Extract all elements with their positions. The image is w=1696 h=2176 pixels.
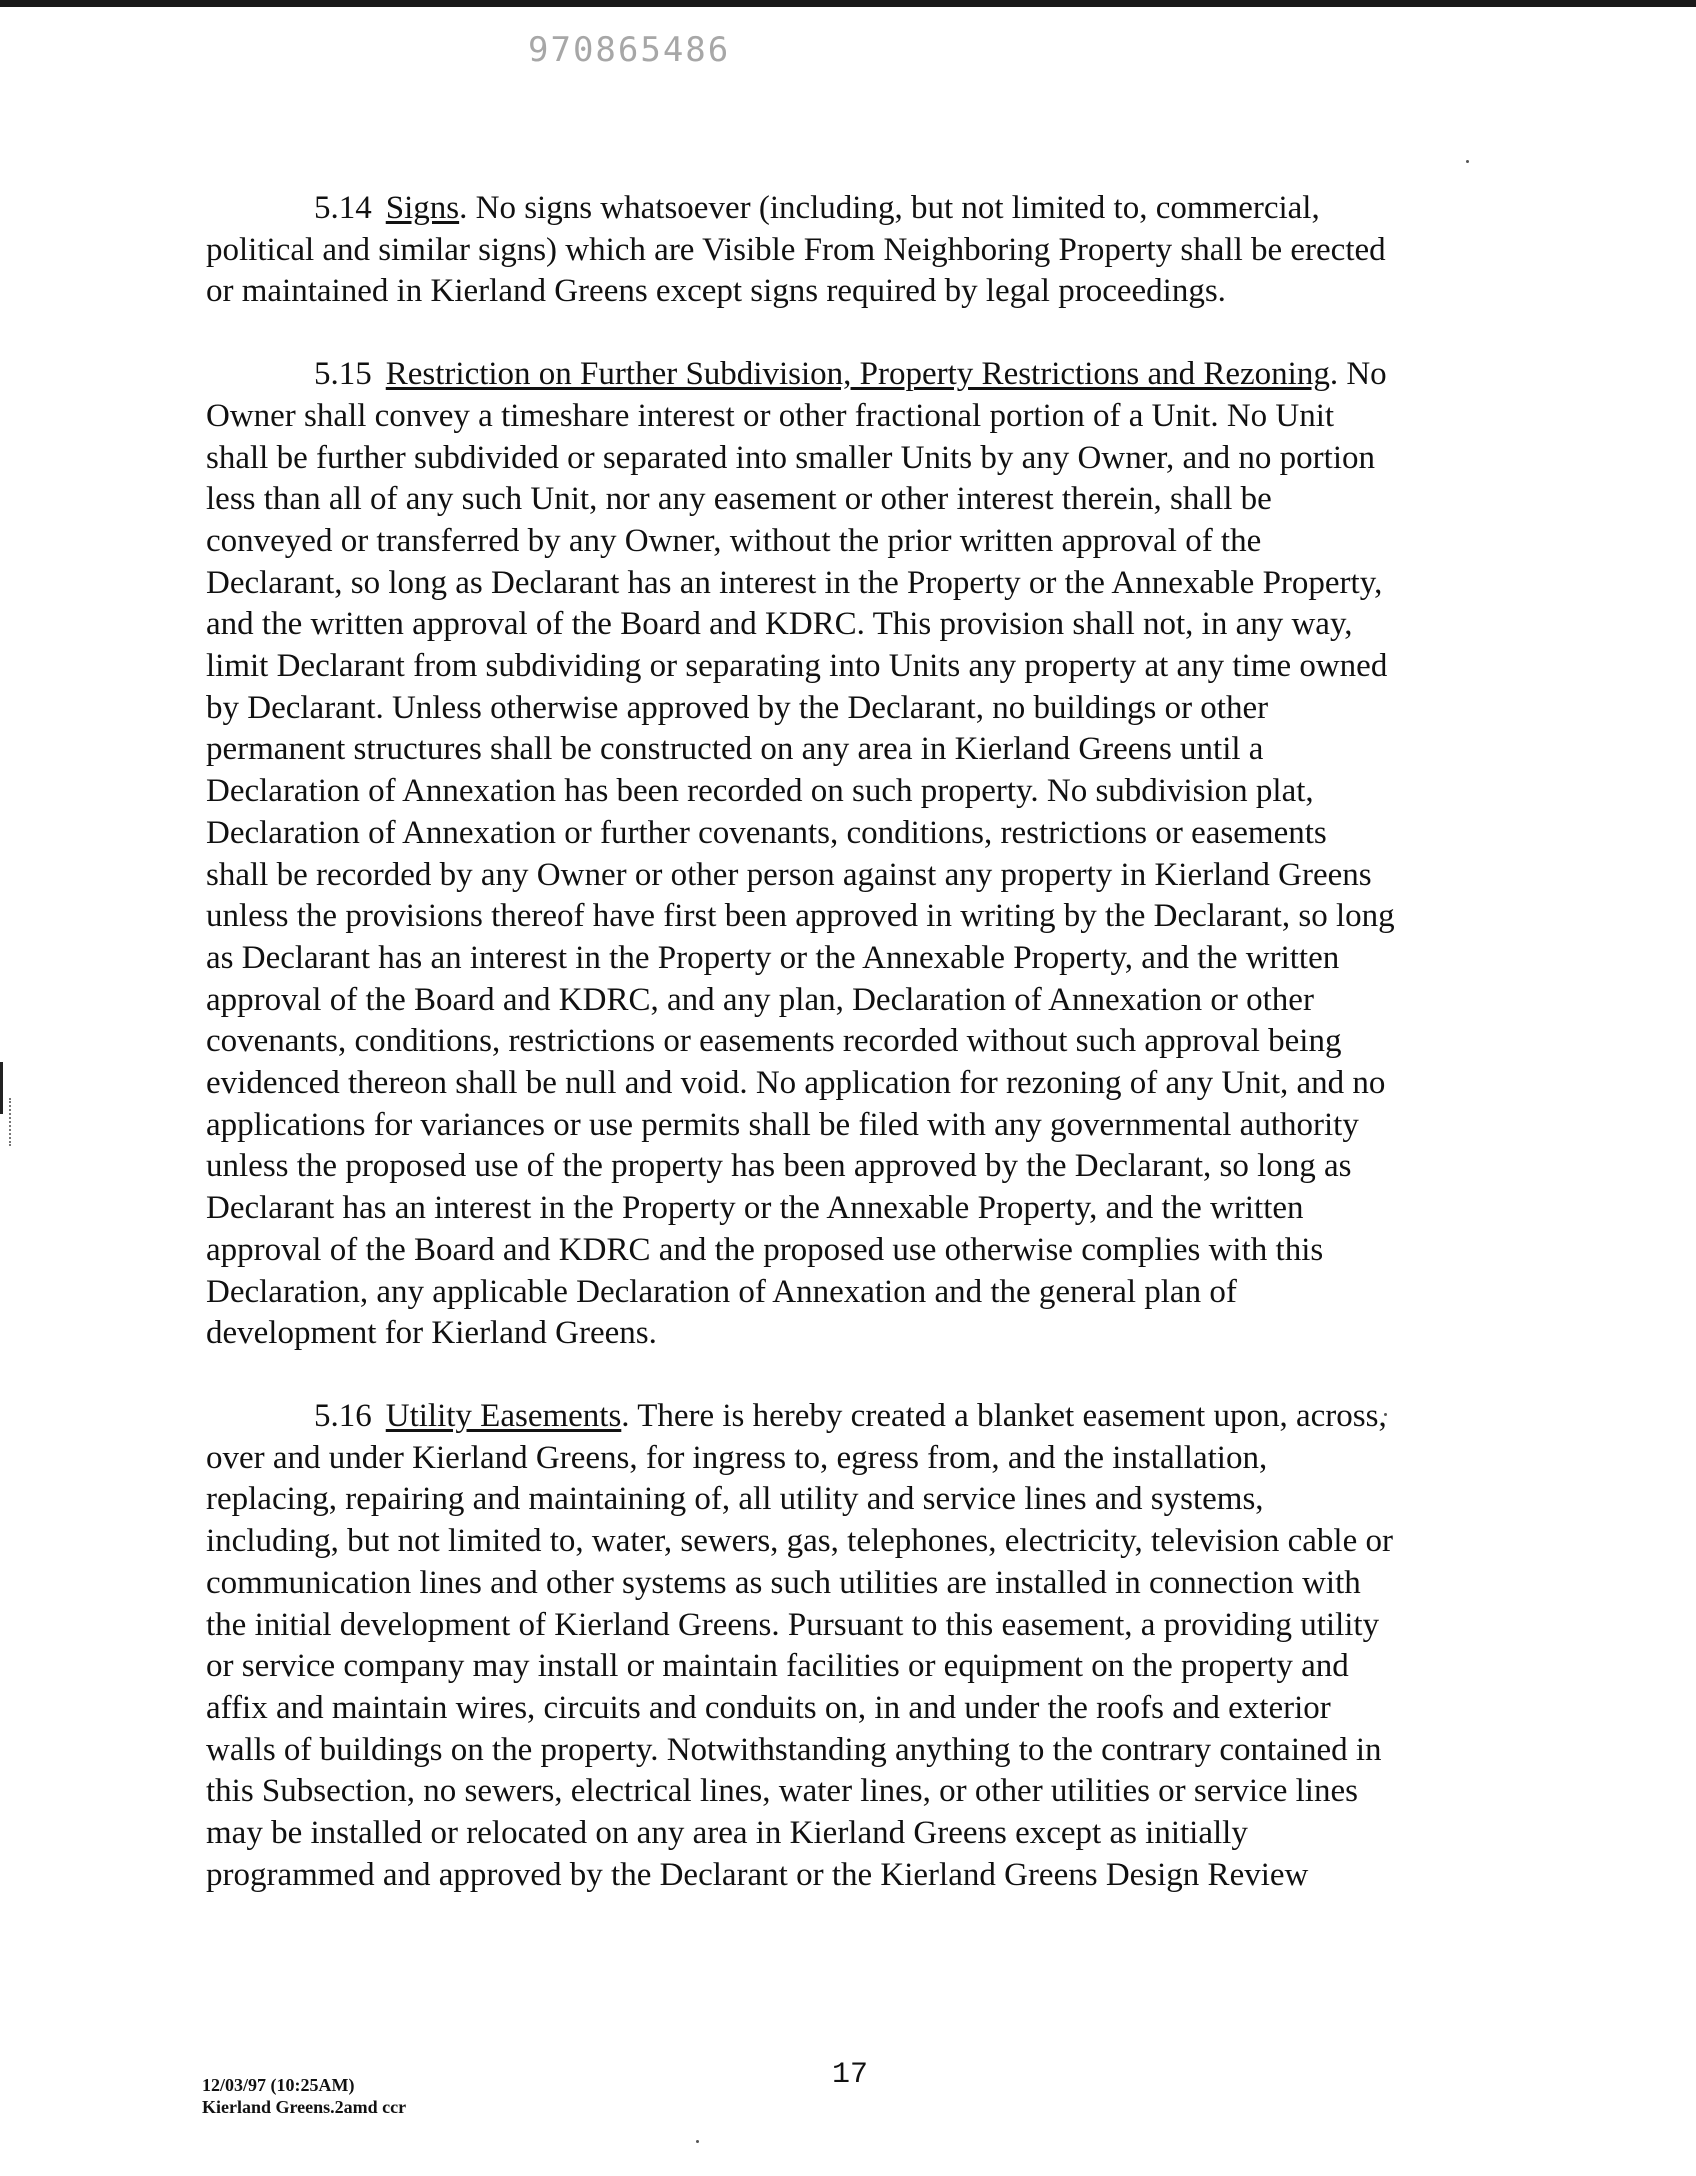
section-heading: Utility Easements [385, 1397, 622, 1434]
paragraph-line: this Subsection, no sewers, electrical lines, water lines, or other utilities or service lines [206, 1773, 1358, 1810]
paragraph-line: shall be further subdivided or separated into smaller Units by any Owner, and no portion [206, 439, 1375, 476]
footer-filename: Kierland Greens.2amd ccr [202, 2097, 407, 2117]
paragraph-line: Declaration of Annexation has been recorded on such property. No subdivision plat, [206, 773, 1314, 810]
margin-dots [9, 1098, 13, 1146]
paragraph-line: affix and maintain wires, circuits and conduits on, in and under the roofs and exterior [206, 1689, 1331, 1726]
paragraph-line: Declaration, any applicable Declaration of Annexation and the general plan of [206, 1273, 1237, 1310]
section-heading: Signs [385, 190, 460, 226]
paragraph-line: walls of buildings on the property. Notwithstanding anything to the contrary contained in [206, 1731, 1382, 1768]
paragraph-line: as Declarant has an interest in the Property or the Annexable Property, and the written [206, 939, 1340, 976]
paragraph-line: covenants, conditions, restrictions or easements recorded without such approval being [206, 1023, 1342, 1060]
paragraph-line: unless the proposed use of the property has been approved by the Declarant, so long as [206, 1148, 1352, 1185]
paragraph-line: applications for variances or use permits shall be filed with any governmental authority [206, 1106, 1359, 1143]
footer-date: 12/03/97 (10:25AM) [202, 2075, 355, 2095]
document-body [206, 188, 1516, 1937]
paragraph-line: Declaration of Annexation or further covenants, conditions, restrictions or easements [206, 814, 1327, 851]
paragraph-text: . No signs whatsoever (including, but not limited to, commercial, [459, 190, 1320, 226]
scan-top-border [0, 0, 1696, 7]
page-number: 17 [832, 2058, 869, 2092]
paragraph-line [206, 1396, 1516, 1438]
section-heading: Restriction on Further Subdivision, Property Restrictions and Rezoning [385, 356, 1330, 393]
paragraph-line: approval of the Board and KDRC, and any plan, Declaration of Annexation or other [206, 981, 1314, 1018]
paragraph-line: programmed and approved by the Declarant or the Kierland Greens Design Review [206, 1856, 1309, 1893]
paragraph-line: political and similar signs) which are Visible From Neighboring Property shall be erected [206, 231, 1386, 268]
paragraph-text: . No [1329, 356, 1387, 393]
paragraph-line: Declarant, so long as Declarant has an interest in the Property or the Annexable Property, [206, 564, 1383, 601]
paragraph-text: . There is hereby created a blanket easement upon, across, [621, 1397, 1387, 1434]
paragraph-line: limit Declarant from subdividing or separating into Units any property at any time owned [206, 648, 1388, 685]
paragraph-line: approval of the Board and KDRC and the proposed use otherwise complies with this [206, 1231, 1324, 1268]
section-number: 5.15 [314, 356, 372, 393]
paragraph-line: Declarant has an interest in the Property or the Annexable Property, and the written [206, 1190, 1304, 1227]
footer-meta [202, 2074, 406, 2118]
paragraph-line: and the written approval of the Board and KDRC. This provision shall not, in any way, [206, 606, 1353, 643]
paragraph-line: Owner shall convey a timeshare interest or other fractional portion of a Unit. No Unit [206, 397, 1335, 434]
paragraph-line: or maintained in Kierland Greens except signs required by legal proceedings. [206, 273, 1226, 310]
paragraph-line: replacing, repairing and maintaining of, all utility and service lines and systems, [206, 1481, 1264, 1518]
scan-speck [696, 2140, 699, 2143]
paragraph-line: unless the provisions thereof have first been approved in writing by the Declarant, so long [206, 898, 1395, 935]
document-stamp-number: 970865486 [528, 30, 731, 70]
paragraph-line [206, 354, 1516, 396]
margin-mark [0, 1062, 3, 1114]
paragraph-line: permanent structures shall be constructed on any area in Kierland Greens until a [206, 731, 1264, 768]
section-5-15 [206, 354, 1516, 1355]
paragraph-line: evidenced thereon shall be null and void. No application for rezoning of any Unit, and no [206, 1065, 1386, 1102]
section-number: 5.16 [314, 1397, 372, 1434]
section-number: 5.14 [314, 190, 372, 226]
paragraph-line: conveyed or transferred by any Owner, without the prior written approval of the [206, 522, 1262, 559]
paragraph-line: less than all of any such Unit, nor any easement or other interest therein, shall be [206, 481, 1272, 518]
scan-speck [1466, 160, 1469, 163]
paragraph-line [206, 188, 1516, 230]
paragraph-line: the initial development of Kierland Greens. Pursuant to this easement, a providing utility [206, 1606, 1380, 1643]
paragraph-line: by Declarant. Unless otherwise approved by the Declarant, no buildings or other [206, 689, 1269, 726]
paragraph-line: or service company may install or maintain facilities or equipment on the property and [206, 1648, 1349, 1685]
section-5-14 [206, 188, 1516, 313]
paragraph-line: communication lines and other systems as such utilities are installed in connection with [206, 1564, 1361, 1601]
paragraph-line: may be installed or relocated on any area in Kierland Greens except as initially [206, 1815, 1248, 1852]
paragraph-line: over and under Kierland Greens, for ingress to, egress from, and the installation, [206, 1439, 1268, 1476]
paragraph-line: shall be recorded by any Owner or other person against any property in Kierland Greens [206, 856, 1372, 893]
paragraph-line: development for Kierland Greens. [206, 1315, 657, 1352]
paragraph-line: including, but not limited to, water, sewers, gas, telephones, electricity, television cable or [206, 1523, 1393, 1560]
section-5-16 [206, 1396, 1516, 1896]
